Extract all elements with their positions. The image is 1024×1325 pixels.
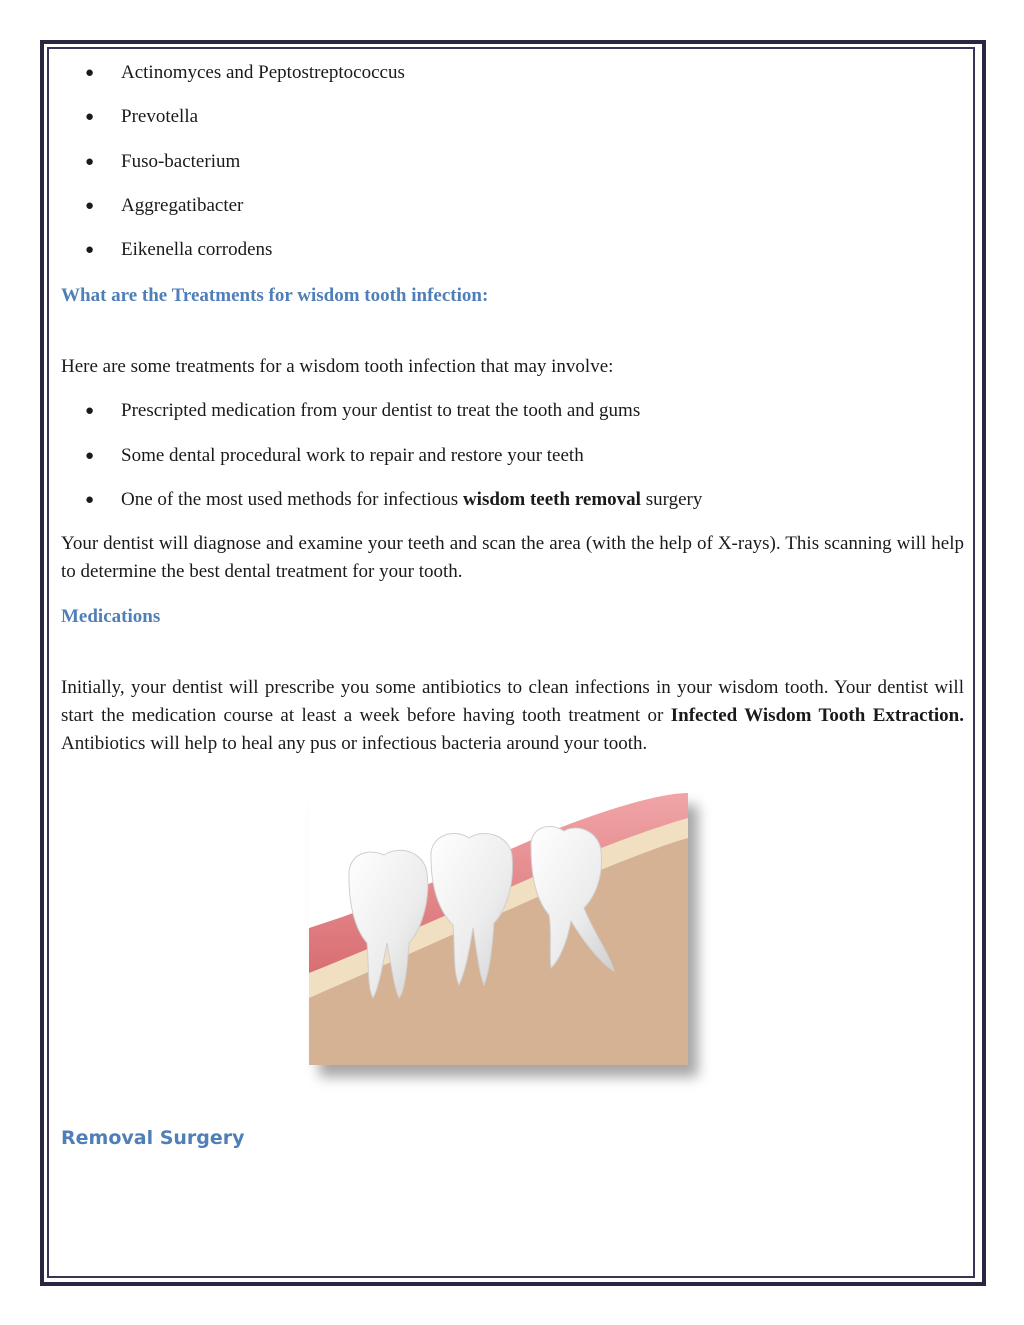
diagnose-paragraph: Your dentist will diagnose and examine your teeth and scan the area (with the help of X-rays). This scanning will help to determine the best dental treatment for your tooth. <box>61 533 964 582</box>
removal-surgery-heading: Removal Surgery <box>61 1127 245 1149</box>
bold-keyword: Infected Wisdom Tooth Extraction. <box>670 705 964 726</box>
bullet-text: One of the most used methods for infectious <box>121 489 463 510</box>
page-border-inner <box>47 47 975 1278</box>
wisdom-teeth-illustration <box>309 793 688 1065</box>
treatments-intro: Here are some treatments for a wisdom tooth infection that may involve: <box>61 356 614 377</box>
bold-keyword: wisdom teeth removal <box>462 489 641 510</box>
treatments-heading: What are the Treatments for wisdom tooth infection: <box>61 285 489 306</box>
paragraph-text: Initially, your dentist will prescribe you some antibiotics to clean infections in your wisdom tooth. Your dentist will start the medication course at least a week before having tooth treatment or <box>61 677 964 726</box>
paragraph-text: Antibiotics will help to heal any pus or infectious bacteria around your tooth. <box>61 733 648 754</box>
bullet-text: surgery <box>640 489 703 510</box>
medications-paragraph <box>61 674 964 758</box>
medications-heading: Medications <box>61 606 161 627</box>
